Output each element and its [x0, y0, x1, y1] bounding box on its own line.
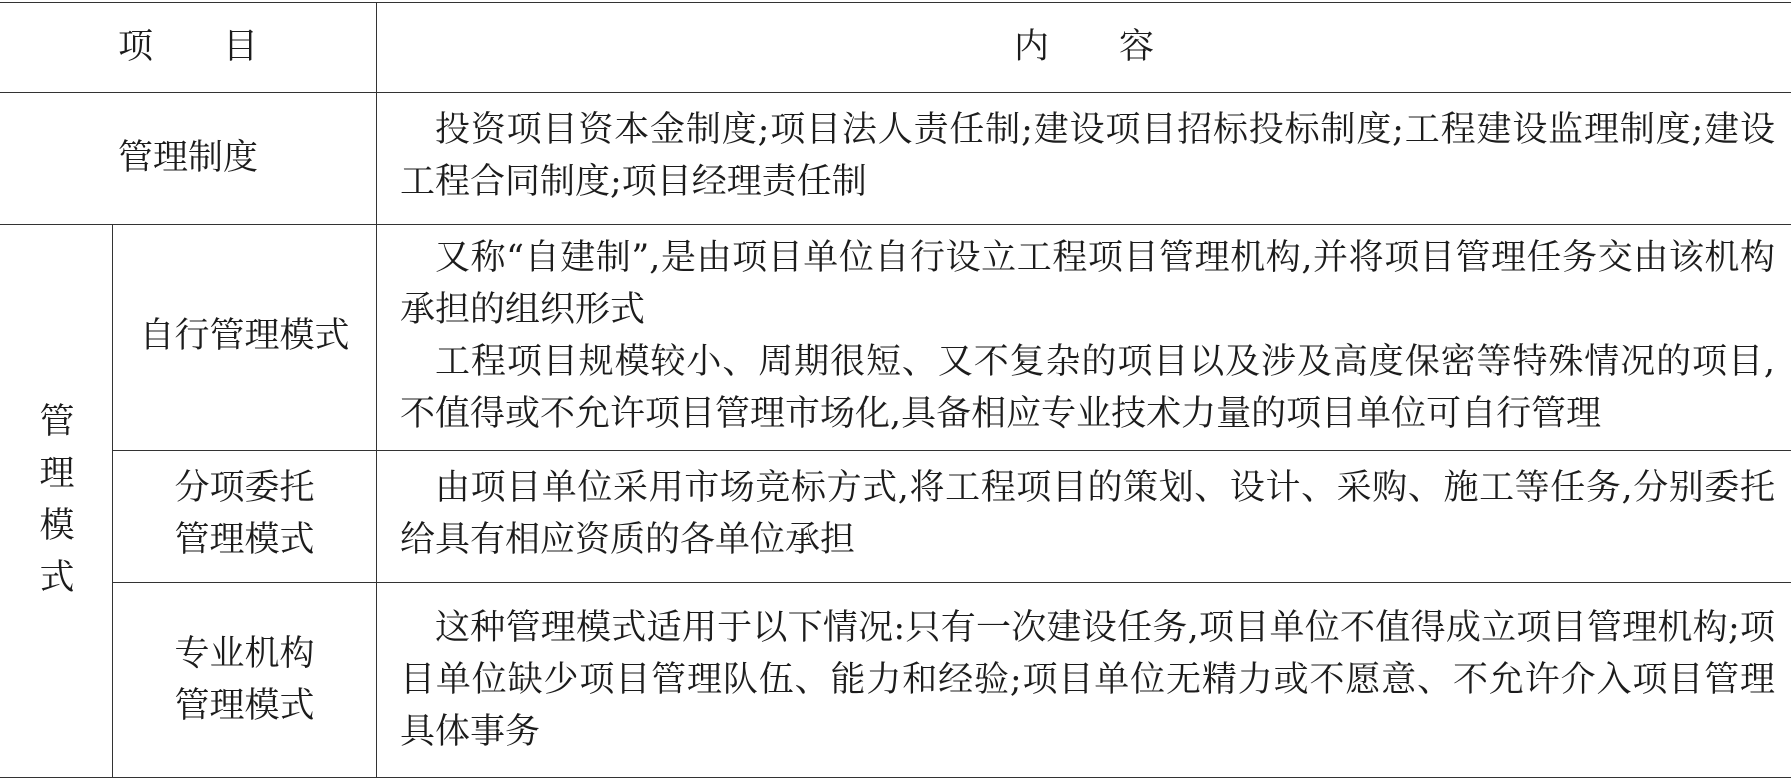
row-content-sub-entrust	[400, 462, 1775, 566]
column-divider-main	[376, 2, 377, 778]
row-divider-2	[112, 450, 1791, 451]
row-content-professional	[400, 602, 1775, 758]
row-label-management-system: 管理制度	[117, 138, 258, 178]
table-top-border	[0, 2, 1791, 3]
self-management-text-2: 工程项目规模较小、周期很短、又不复杂的项目以及涉及高度保密等特殊情况的项目,不值得或不允许项目管理市场化,具备相应专业技术力量的项目单位可自行管理	[400, 342, 1775, 434]
table-bottom-border	[0, 777, 1791, 778]
row-content-self-management	[400, 232, 1775, 440]
professional-text: 这种管理模式适用于以下情况:只有一次建设任务,项目单位不值得成立项目管理机构;项目单位缺少项目管理队伍、能力和经验;项目单位无精力或不愿意、不允许介入项目管理具体事务	[400, 608, 1775, 752]
row-label-self-management: 自行管理模式	[139, 316, 350, 356]
header-content: 内 容	[1013, 27, 1154, 67]
header-bottom-border	[0, 92, 1791, 93]
row-label-professional-line2: 管理模式	[174, 686, 315, 726]
row-label-professional-line1: 专业机构	[174, 634, 315, 674]
row-content-management-system	[400, 104, 1775, 208]
row-label-sub-entrust-line2: 管理模式	[174, 520, 315, 560]
self-management-text-1: 又称“自建制”,是由项目单位自行设立工程项目管理机构,并将项目管理任务交由该机构承担的组织形式	[400, 238, 1775, 330]
row-divider-1	[0, 224, 1791, 225]
row-label-sub-entrust-line1: 分项委托	[174, 468, 315, 508]
header-item: 项 目	[117, 27, 258, 67]
sub-entrust-text: 由项目单位采用市场竞标方式,将工程项目的策划、设计、采购、施工等任务,分别委托给具有相应资质的各单位承担	[400, 468, 1775, 560]
row-divider-3	[112, 582, 1791, 583]
group-label-management-mode: 管 理 模 式	[39, 402, 75, 598]
management-system-text: 投资项目资本金制度;项目法人责任制;建设项目招标投标制度;工程建设监理制度;建设工程合同制度;项目经理责任制	[400, 110, 1775, 202]
